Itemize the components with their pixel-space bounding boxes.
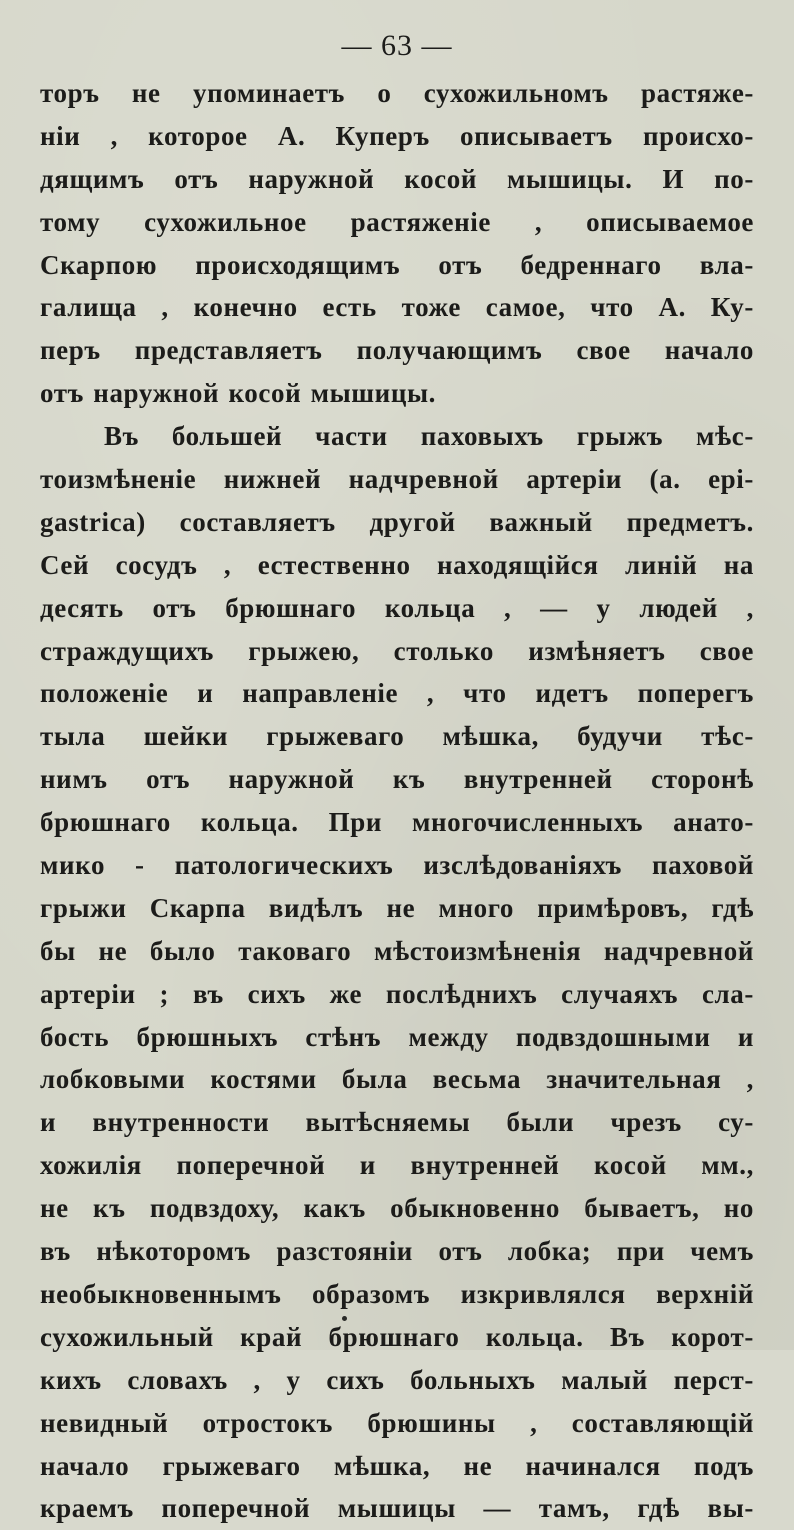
page-number: — 63 — [341, 29, 453, 62]
text-line: сухожильный край брюшнаго кольца. Въ корот- [40, 1321, 754, 1352]
text-line: мико - патологическихъ изслѣдованiяхъ паховой [40, 850, 754, 881]
text-line: начало грыжеваго мѣшка, не начинался подъ [40, 1450, 754, 1481]
text-line: Сей сосудъ , естественно находящiйся линiй на [40, 549, 754, 580]
text-line: тому сухожильное растяженiе , описываемое [40, 206, 754, 237]
text-line: кихъ словахъ , у сихъ больныхъ малый перст- [40, 1364, 754, 1395]
text-line: невидный отростокъ брюшины , составляющiй [40, 1407, 754, 1438]
text-line: въ нѣкоторомъ разстоянiи отъ лобка; при чемъ [40, 1236, 754, 1267]
text-line: и внутренности вытѣсняемы были чрезъ су- [40, 1107, 754, 1138]
text-line: бость брюшныхъ стѣнъ между подвздошными и [40, 1021, 754, 1052]
text-line: положенiе и направленiе , что идетъ поперегъ [40, 678, 754, 709]
text-line: лобковыми костями была весьма значительная , [40, 1064, 754, 1095]
text-line: тыла шейки грыжеваго мѣшка, будучи тѣс- [40, 721, 754, 752]
text-line: Въ большей части паховыхъ грыжъ мѣс- [104, 421, 754, 452]
printer-dot-mark [342, 1316, 347, 1321]
text-line: галища , конечно есть тоже самое, что А. Ку- [40, 292, 754, 323]
text-line: необыкновеннымъ образомъ изкривлялся верхнiй [40, 1278, 754, 1309]
text-line: грыжи Скарпа видѣлъ не много примѣровъ, гдѣ [40, 892, 754, 923]
paragraph-1 [40, 72, 754, 415]
body-text [40, 72, 754, 1530]
text-line: нiи , которое А. Куперъ описываетъ происхо- [40, 120, 754, 151]
text-line: нимъ отъ наружной къ внутренней сторонѣ [40, 764, 754, 795]
text-line: тоизмѣненiе нижней надчревной артерiи (a. epi- [40, 464, 754, 495]
text-line: Скарпою происходящимъ отъ бедреннаго вла- [40, 249, 754, 280]
text-line: дящимъ отъ наружной косой мышицы. И по- [40, 163, 754, 194]
text-line: брюшнаго кольца. При многочисленныхъ анато- [40, 807, 754, 838]
text-line: артерiи ; въ сихъ же послѣднихъ случаяхъ сла- [40, 978, 754, 1009]
text-line: перъ представляетъ получающимъ свое начало [40, 335, 754, 366]
text-line: краемъ поперечной мышицы — тамъ, гдѣ вы- [40, 1493, 754, 1524]
text-line: бы не было таковаго мѣстоизмѣненiя надчревной [40, 935, 754, 966]
text-line: страждущихъ грыжею, столько измѣняетъ свое [40, 635, 754, 666]
text-line: хожилiя поперечной и внутренней косой мм., [40, 1150, 754, 1181]
text-line: gastrica) составляетъ другой важный предметъ. [40, 506, 754, 537]
text-line: торъ не упоминаетъ о сухожильномъ растяже- [40, 78, 754, 108]
text-line: десять отъ брюшнаго кольца , — у людей , [40, 592, 754, 623]
paragraph-2 [40, 415, 754, 1530]
text-line: не къ подвздоху, какъ обыкновенно бываетъ, но [40, 1193, 754, 1224]
text-line: отъ наружной косой мышицы. [40, 378, 437, 409]
